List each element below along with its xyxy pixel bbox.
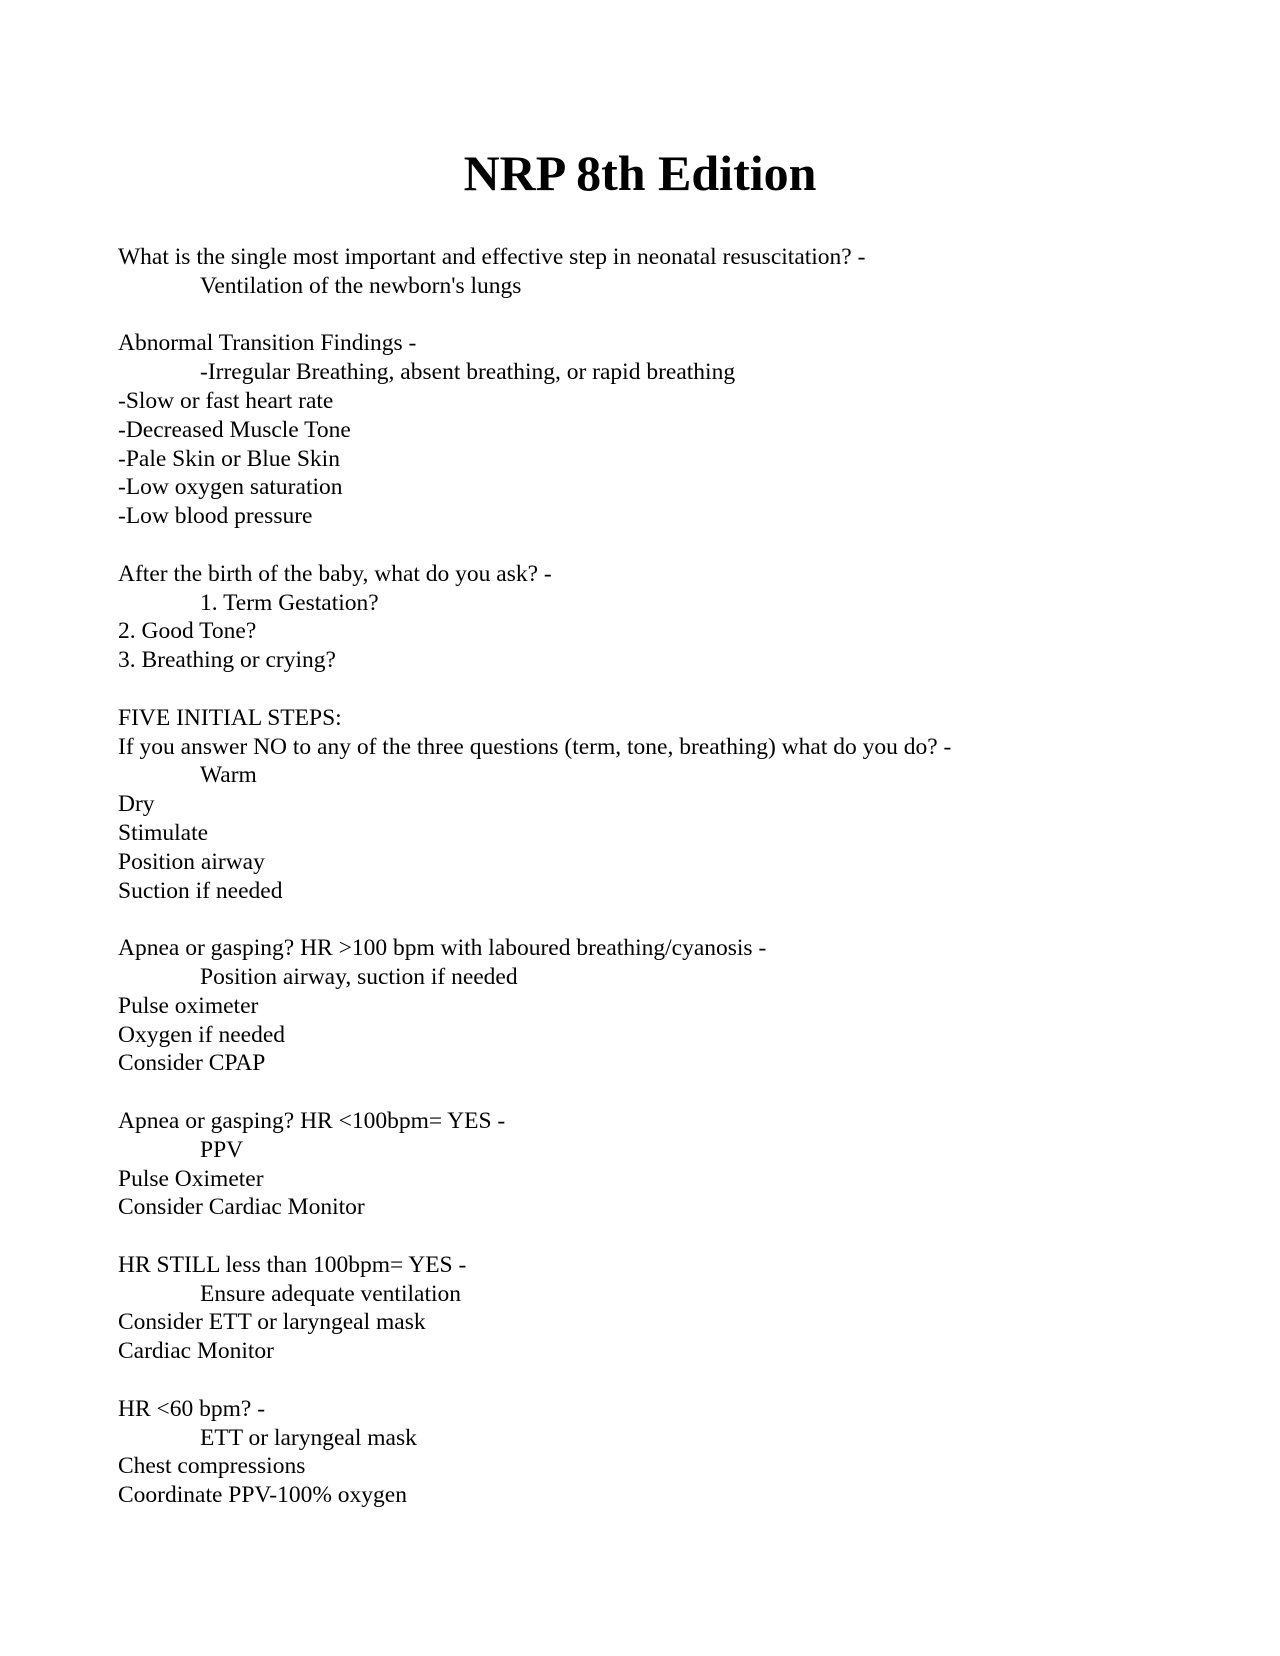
qa-section: [118, 934, 1218, 1078]
answer-line: -Pale Skin or Blue Skin: [118, 445, 340, 472]
answer-first-line: ETT or laryngeal mask: [200, 1424, 417, 1451]
paragraph-gap: [118, 301, 1218, 330]
paragraph-gap: [118, 1222, 1218, 1251]
question-line: Apnea or gasping? HR >100 bpm with laboured breathing/cyanosis -: [118, 935, 767, 962]
answer-line: Chest compressions: [118, 1453, 306, 1480]
answer-line: Stimulate: [118, 819, 209, 846]
answer-line: Coordinate PPV-100% oxygen: [118, 1482, 407, 1509]
answer-first-line: Warm: [200, 762, 257, 789]
qa-section: [118, 1107, 1218, 1222]
qa-section: [118, 704, 1218, 906]
question-line: HR <60 bpm? -: [118, 1395, 266, 1422]
answer-line: Suction if needed: [118, 877, 283, 904]
question-line: Abnormal Transition Findings -: [118, 330, 417, 357]
question-line: After the birth of the baby, what do you ask? -: [118, 560, 552, 587]
question-line: Apnea or gasping? HR <100bpm= YES -: [118, 1107, 506, 1134]
paragraph-gap: [118, 905, 1218, 934]
answer-line: -Low blood pressure: [118, 503, 313, 530]
answer-line: Pulse oximeter: [118, 992, 259, 1019]
paragraph-gap: [118, 531, 1218, 560]
answer-line: Oxygen if needed: [118, 1021, 286, 1048]
qa-section: [118, 560, 1218, 675]
answer-line: -Slow or fast heart rate: [118, 387, 334, 414]
answer-line: Consider Cardiac Monitor: [118, 1194, 365, 1221]
answer-first-line: 1. Term Gestation?: [200, 589, 379, 616]
answer-line: Dry: [118, 791, 155, 818]
document-body: [118, 243, 1218, 1510]
answer-line: 2. Good Tone?: [118, 618, 257, 645]
answer-first-line: PPV: [200, 1136, 244, 1163]
qa-section: [118, 1251, 1218, 1366]
question-line: HR STILL less than 100bpm= YES -: [118, 1251, 467, 1278]
question-line: What is the single most important and effective step in neonatal resuscitation? -: [118, 244, 866, 270]
answer-line: Pulse Oximeter: [118, 1165, 264, 1192]
answer-line: -Decreased Muscle Tone: [118, 416, 351, 443]
qa-section: [118, 1395, 1218, 1510]
section-heading: FIVE INITIAL STEPS:: [118, 704, 342, 731]
qa-section: [118, 243, 1218, 301]
answer-line: Consider ETT or laryngeal mask: [118, 1309, 426, 1336]
answer-line: Position airway: [118, 848, 265, 875]
answer-line: -Low oxygen saturation: [118, 474, 343, 501]
answer-first-line: -Irregular Breathing, absent breathing, or rapid breathing: [200, 359, 736, 386]
answer-first-line: Ventilation of the newborn's lungs: [200, 272, 522, 299]
answer-first-line: Position airway, suction if needed: [200, 963, 518, 990]
answer-line: 3. Breathing or crying?: [118, 647, 336, 674]
paragraph-gap: [118, 1366, 1218, 1395]
qa-section: [118, 329, 1218, 531]
document-title: NRP 8th Edition: [463, 145, 817, 201]
paragraph-gap: [118, 1078, 1218, 1107]
answer-first-line: Ensure adequate ventilation: [200, 1280, 462, 1307]
answer-line: Consider CPAP: [118, 1050, 266, 1077]
question-line: If you answer NO to any of the three questions (term, tone, breathing) what do you do? -: [118, 733, 952, 760]
paragraph-gap: [118, 675, 1218, 704]
answer-line: Cardiac Monitor: [118, 1338, 274, 1365]
